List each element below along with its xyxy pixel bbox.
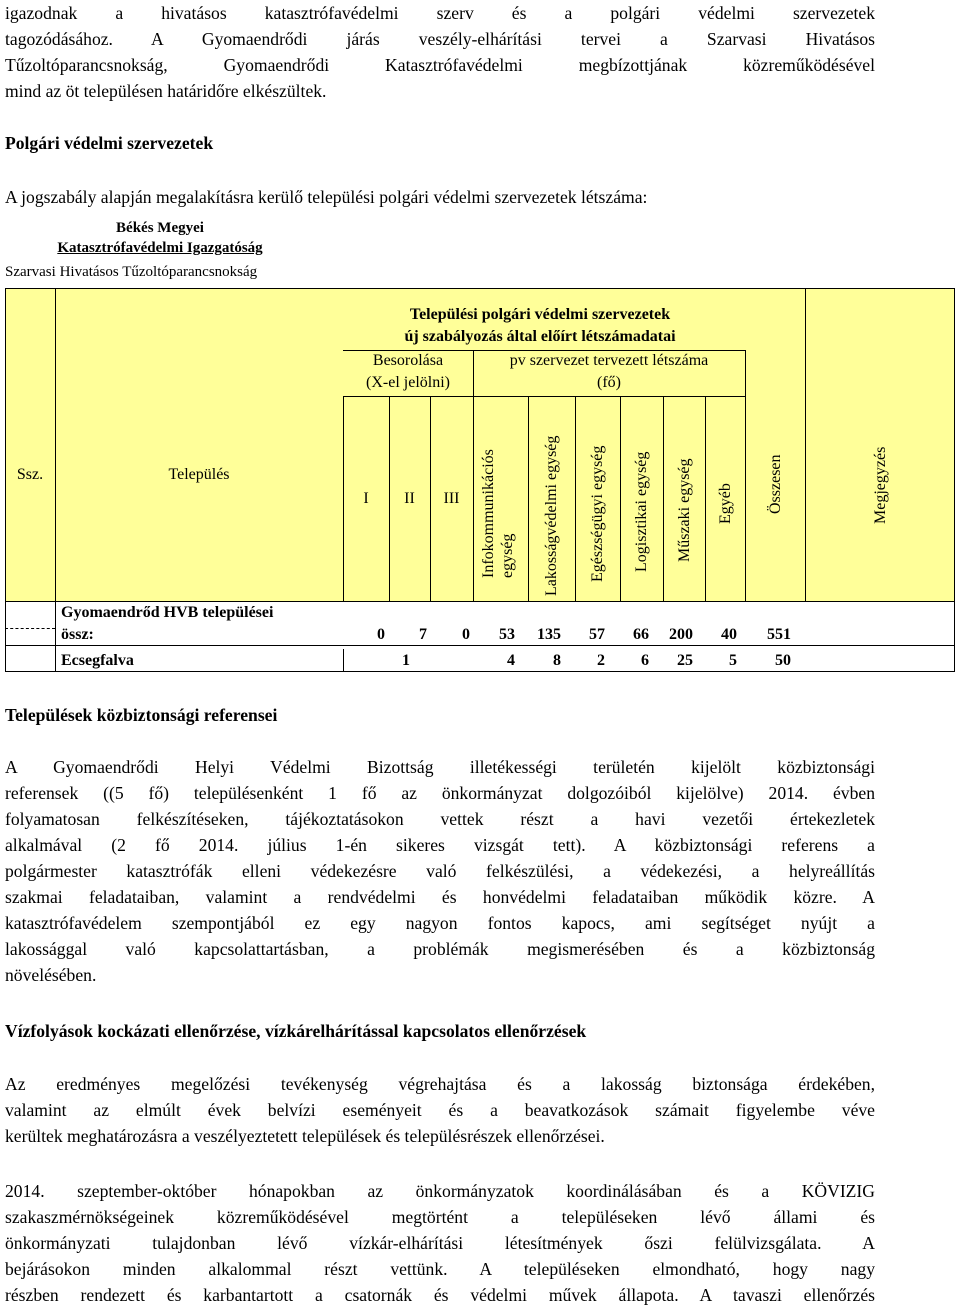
text-line: szakmai feladataiban, valamint a rendvédelmi és honvédelmi feladataiban működik közre. A <box>5 887 875 907</box>
text-line: Az eredményes megelőzési tevékenység végrehajtása és a lakosság biztonsága érdekében, <box>5 1074 875 1094</box>
row-2-osszesen: 50 <box>775 652 791 669</box>
text-line: 2014. szeptember-október hónapokban az önkormányzatok koordinálásában és a KÖVIZIG <box>5 1181 875 1201</box>
row-1-class-ii: 7 <box>419 626 427 643</box>
row-2-lakossag: 8 <box>553 652 561 669</box>
col-header-telepules: Település <box>168 466 230 483</box>
row-1-class-iii: 0 <box>462 626 470 643</box>
row-1-lakossag: 135 <box>537 626 561 643</box>
grid-line <box>575 396 576 602</box>
header-line: pv szervezet tervezett létszáma <box>509 352 709 369</box>
text-line: részben rendezett és karbantartott a csatornák és védelmi művek állapota. A tavaszi ellenőrzés <box>5 1285 875 1305</box>
text-line: lakossággal való kapcsolattartásban, a problémák megismerésében és a közbiztonság <box>5 939 875 959</box>
grid-line <box>343 649 344 672</box>
row-1-egeszseg: 57 <box>589 626 605 643</box>
pv-staff-table <box>5 288 955 672</box>
row-name-line: Gyomaendrőd HVB települései <box>61 604 274 621</box>
grid-line <box>805 288 806 602</box>
besorolas-header <box>343 350 473 394</box>
text-line: valamint az elmúlt évek belvízi eseményeit és a beavatkozások számait figyelembe véve <box>5 1100 875 1120</box>
row-1-logisztika: 66 <box>633 626 649 643</box>
grid-line <box>620 396 621 602</box>
header-line: (X-el jelölni) <box>366 374 450 391</box>
grid-line <box>55 288 56 602</box>
grid-line <box>528 396 529 602</box>
header-line: egység <box>499 533 516 578</box>
grid-line <box>745 350 746 602</box>
referensek-paragraph <box>5 754 875 988</box>
col-header-lakossagvedelmi: Lakosságvédelmi egység <box>543 435 560 596</box>
section-heading-pv: Polgári védelmi szervezetek <box>5 133 214 153</box>
grid-line <box>343 396 745 397</box>
col-header-muszaki: Műszaki egység <box>676 458 693 562</box>
col-header-infokom <box>479 420 517 578</box>
header-line: új szabályozás által előírt létszámadatai <box>404 328 676 345</box>
col-header-class-ii: II <box>404 490 415 507</box>
org-line-2: Katasztrófavédelmi Igazgatóság <box>57 240 263 256</box>
text-line: tagozódásához. A Gyomaendrődi járás veszély-elhárítási tervei a Szarvasi Hivatásos <box>5 29 875 49</box>
col-header-ssz: Ssz. <box>16 466 44 483</box>
row-1-infokom: 53 <box>499 626 515 643</box>
text-line: Tűzoltóparancsnokság, Gyomaendrődi Katasztrófavédelmi megbízottjának közreműködésével <box>5 55 875 75</box>
pv-intro-text: A jogszabály alapján megalakításra kerülő települési polgári védelmi szervezetek létszáma: <box>5 187 648 207</box>
text-line: folyamatosan felkészítéseken, tájékoztatásokon vettek részt a havi vezetői értekezletek <box>5 809 875 829</box>
row-1-name <box>61 602 273 646</box>
vizfolyasok-paragraph-1 <box>5 1071 875 1149</box>
text-line: bejárásokon minden alkalommal részt vettünk. A településeken elmondható, hogy nagy <box>5 1259 875 1279</box>
header-line: (fő) <box>597 374 621 391</box>
col-header-logisztikai: Logisztikai egység <box>633 451 650 572</box>
row-2-infokom: 4 <box>507 652 515 669</box>
text-line: önkormányzati tulajdonban lévő vízkár-elhárítási létesítmények őszi felülvizsgálata. A <box>5 1233 875 1253</box>
col-header-megjegyzes: Megjegyzés <box>872 446 889 524</box>
org-line-3: Szarvasi Hivatásos Tűzoltóparancsnokság <box>5 264 258 280</box>
text-line: A Gyomaendrődi Helyi Védelmi Bizottság illetékességi területén kijelölt közbiztonsági <box>5 757 875 777</box>
text-line: szakaszmérnökségeinek közreműködésével megtörtént a településeken lévő állami és <box>5 1207 875 1227</box>
row-1-egyeb: 40 <box>721 626 737 643</box>
text-line: mind az öt településen határidőre elkészültek. <box>5 81 327 101</box>
section-heading-vizfolyasok: Vízfolyások kockázati ellenőrzése, vízkárelhárítással kapcsolatos ellenőrzések <box>5 1021 587 1041</box>
vizfolyasok-paragraph-2 <box>5 1178 875 1308</box>
text-line: kerültek meghatározásra a veszélyeztetett települések és településrészek ellenőrzései. <box>5 1126 605 1146</box>
row-1-osszesen: 551 <box>767 626 791 643</box>
grid-line <box>663 396 664 602</box>
row-2-name: Ecsegfalva <box>61 652 134 669</box>
row-1-muszaki: 200 <box>669 626 693 643</box>
grid-line <box>705 396 706 602</box>
text-line: alkalmával (2 fő 2014. július 1-én sikeres vizsgát tett). A közbiztonsági referens a <box>5 835 875 855</box>
row-2-class-i: 1 <box>402 652 410 669</box>
org-block <box>40 218 280 258</box>
row-2-muszaki: 25 <box>677 652 693 669</box>
table-main-header <box>305 304 775 348</box>
col-header-class-iii: III <box>443 490 460 507</box>
row-1-class-i: 0 <box>377 626 385 643</box>
text-line: polgármester katasztrófák elleni védekezésre való felkészülési, a védekezési, a helyreállítás <box>5 861 875 881</box>
row-2-egyeb: 5 <box>729 652 737 669</box>
col-header-osszesen: Összesen <box>767 454 784 514</box>
row-name-line: össz: <box>61 626 94 643</box>
header-line: Infokommunikációs <box>480 449 497 578</box>
col-header-class-i: I <box>363 490 369 507</box>
text-line: referensek ((5 fő) településenként 1 fő az önkormányzat dolgozóiból kijelölve) 2014. évben <box>5 783 875 803</box>
header-line: Besorolása <box>372 352 444 369</box>
grid-line <box>5 628 55 629</box>
header-line: Települési polgári védelmi szervezetek <box>409 306 671 323</box>
section-heading-referensek: Települések közbiztonsági referensei <box>5 705 278 725</box>
row-2-egeszseg: 2 <box>597 652 605 669</box>
pv-staff-header <box>473 350 745 394</box>
text-line: igazodnak a hivatásos katasztrófavédelmi szerv és a polgári védelmi szervezetek <box>5 3 875 23</box>
col-header-egeszsegugyi: Egészségügyi egység <box>589 445 606 582</box>
col-header-egyeb: Egyéb <box>717 483 734 524</box>
org-line-1: Békés Megyei <box>116 220 204 236</box>
row-2-logisztika: 6 <box>641 652 649 669</box>
grid-line <box>473 396 474 602</box>
text-line: növelésében. <box>5 965 97 985</box>
text-line: katasztrófavédelem szempontjából ez egy nagyon fontos kapocs, ami segítséget nyújt a <box>5 913 875 933</box>
intro-paragraph <box>5 0 875 104</box>
